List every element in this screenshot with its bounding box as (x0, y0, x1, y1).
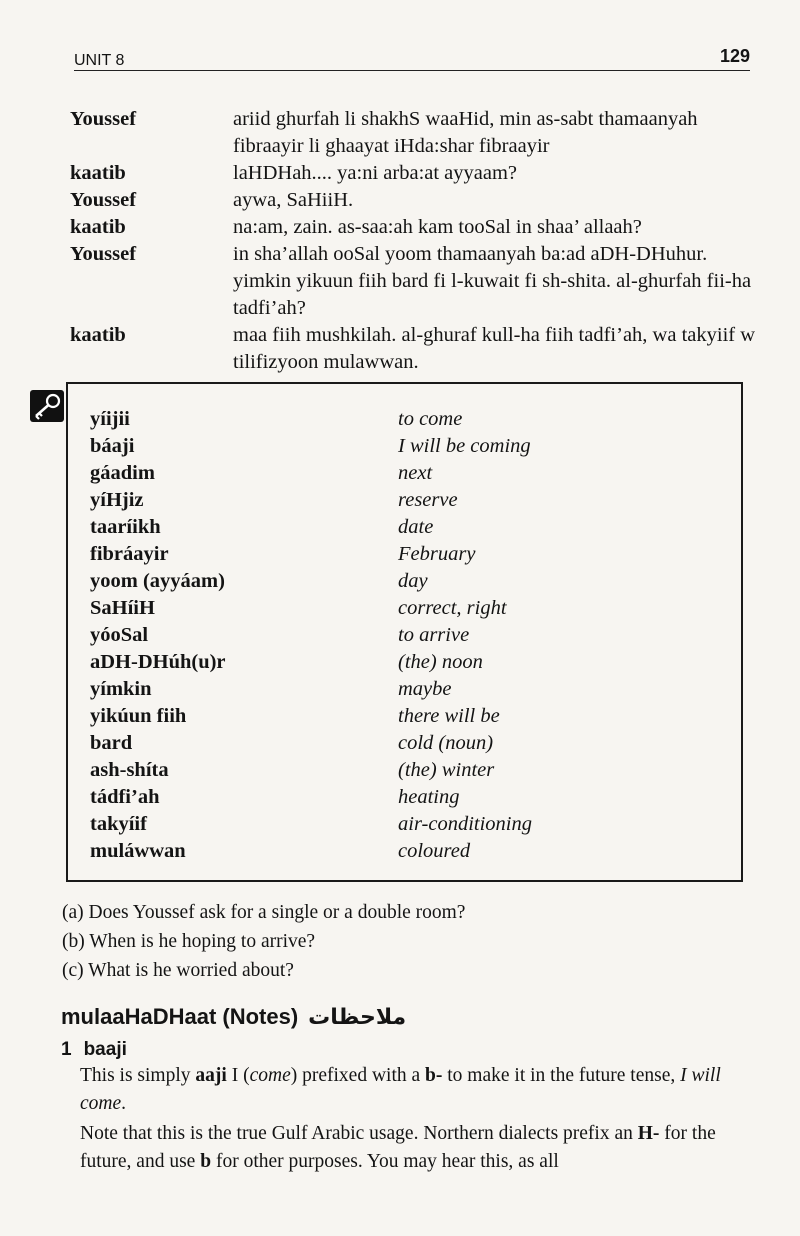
text-run: . (121, 1093, 127, 1114)
vocab-row (68, 838, 741, 865)
vocab-gloss: to arrive (398, 624, 470, 646)
speaker-name: Youssef (70, 108, 137, 130)
text-run: I ( (226, 1065, 250, 1086)
vocab-term: tádfi’ah (90, 786, 160, 808)
speech-text: ariid ghurfah li shakhS waaHid, min as-sabt thamaanyah fibraayir li ghaayat iHda:shar fibraayir (233, 108, 698, 157)
note-number: 1 (61, 1039, 72, 1060)
vocab-row (68, 757, 741, 784)
vocab-term: yíHjiz (90, 489, 144, 511)
question: (a) Does Youssef ask for a single or a double room? (62, 902, 466, 923)
dialogue-line (70, 160, 770, 187)
question: (b) When is he hoping to arrive? (62, 931, 316, 952)
vocab-row (68, 784, 741, 811)
vocab-gloss: there will be (398, 705, 500, 727)
vocab-gloss: date (398, 516, 434, 538)
vocab-gloss: maybe (398, 678, 452, 700)
vocab-gloss: coloured (398, 840, 471, 862)
note-term: baaji (83, 1039, 127, 1060)
page-header (74, 44, 750, 71)
vocab-row (68, 649, 741, 676)
speech-text: aywa, SaHiiH. (233, 189, 354, 211)
vocab-row (68, 622, 741, 649)
vocab-gloss: (the) noon (398, 651, 483, 673)
question: (c) What is he worried about? (62, 960, 294, 981)
vocab-gloss: air-conditioning (398, 813, 532, 835)
note-paragraph (80, 1120, 748, 1176)
unit-label: UNIT 8 (74, 52, 125, 69)
speaker-name: kaatib (70, 162, 126, 184)
dialogue (70, 106, 770, 376)
key-icon (30, 390, 64, 422)
vocab-row (68, 406, 741, 433)
vocab-row (68, 487, 741, 514)
vocab-term: takyíif (90, 813, 147, 835)
vocab-row (68, 730, 741, 757)
vocab-row (68, 811, 741, 838)
vocab-term: taaríikh (90, 516, 161, 538)
note-item-heading (61, 1039, 127, 1061)
page-number: 129 (719, 46, 750, 66)
speech-text: in sha’allah ooSal yoom thamaanyah ba:ad aDH-DHuhur. yimkin yikuun fiih bard fi l-kuwait fi sh-shita. al-ghurfah fii-ha tadfi’ah? (233, 243, 752, 319)
vocab-term: SaHíiH (90, 597, 155, 619)
comprehension-questions (62, 898, 762, 985)
text-run: for other purposes. You may hear this, as all (211, 1151, 559, 1172)
bold-term: b (200, 1151, 212, 1172)
notes-title: mulaaHaDHaat (Notes) (61, 1004, 299, 1029)
speaker-name: kaatib (70, 216, 126, 238)
bold-term: H- (637, 1123, 660, 1144)
italic-gloss: come (249, 1065, 291, 1086)
vocab-gloss: correct, right (398, 597, 507, 619)
text-run: Note that this is the true Gulf Arabic usage. Northern dialects prefix an (80, 1123, 638, 1144)
vocab-row (68, 433, 741, 460)
speaker-name: Youssef (70, 189, 137, 211)
vocab-term: ash-shíta (90, 759, 169, 781)
dialogue-line (70, 241, 770, 322)
vocab-term: yíijii (90, 408, 130, 430)
vocab-gloss: day (398, 570, 428, 592)
notes-heading (61, 1004, 406, 1030)
text-run: for the future, and use (80, 1123, 716, 1172)
text-run: ) prefixed with a (290, 1065, 426, 1086)
note-paragraph (80, 1062, 748, 1118)
vocab-term: fibráayir (90, 543, 169, 565)
speech-text: laHDHah.... ya:ni arba:at ayyaam? (233, 162, 518, 184)
vocab-gloss: reserve (398, 489, 458, 511)
vocab-term: aDH-DHúh(u)r (90, 651, 226, 673)
speaker-name: kaatib (70, 324, 126, 346)
vocab-gloss: heating (398, 786, 460, 808)
vocab-term: bard (90, 732, 133, 754)
vocab-row (68, 595, 741, 622)
vocab-row (68, 460, 741, 487)
bold-term: b- (425, 1065, 443, 1086)
text-run: This is simply (80, 1065, 196, 1086)
vocab-term: yikúun fiih (90, 705, 187, 727)
speech-text: maa fiih mushkilah. al-ghuraf kull-ha fiih tadfi’ah, wa takyiif w tilifizyoon mulawwan. (233, 324, 756, 373)
text-run: to make it in the future tense, (442, 1065, 681, 1086)
vocab-term: muláwwan (90, 840, 186, 862)
vocab-gloss: February (398, 543, 476, 565)
italic-gloss: I will come (80, 1065, 721, 1114)
dialogue-line (70, 214, 770, 241)
notes-title-arabic: ملاحظات (308, 1005, 407, 1030)
vocab-row (68, 514, 741, 541)
vocab-row (68, 541, 741, 568)
vocab-term: yóoSal (90, 624, 149, 646)
dialogue-line (70, 106, 770, 160)
vocab-term: báaji (90, 435, 135, 457)
vocab-gloss: cold (noun) (398, 732, 494, 754)
vocabulary-box (66, 382, 743, 882)
vocab-row (68, 568, 741, 595)
vocab-gloss: I will be coming (398, 435, 531, 457)
vocab-term: yímkin (90, 678, 152, 700)
speaker-name: Youssef (70, 243, 137, 265)
speech-text: na:am, zain. as-saa:ah kam tooSal in shaa’ allaah? (233, 216, 642, 238)
vocab-gloss: to come (398, 408, 463, 430)
bold-term: aaji (195, 1065, 227, 1086)
vocab-row (68, 676, 741, 703)
dialogue-line (70, 187, 770, 214)
vocab-term: yoom (ayyáam) (90, 570, 225, 592)
vocab-row (68, 703, 741, 730)
vocab-gloss: (the) winter (398, 759, 495, 781)
vocab-term: gáadim (90, 462, 155, 484)
vocab-gloss: next (398, 462, 433, 484)
dialogue-line (70, 322, 770, 376)
